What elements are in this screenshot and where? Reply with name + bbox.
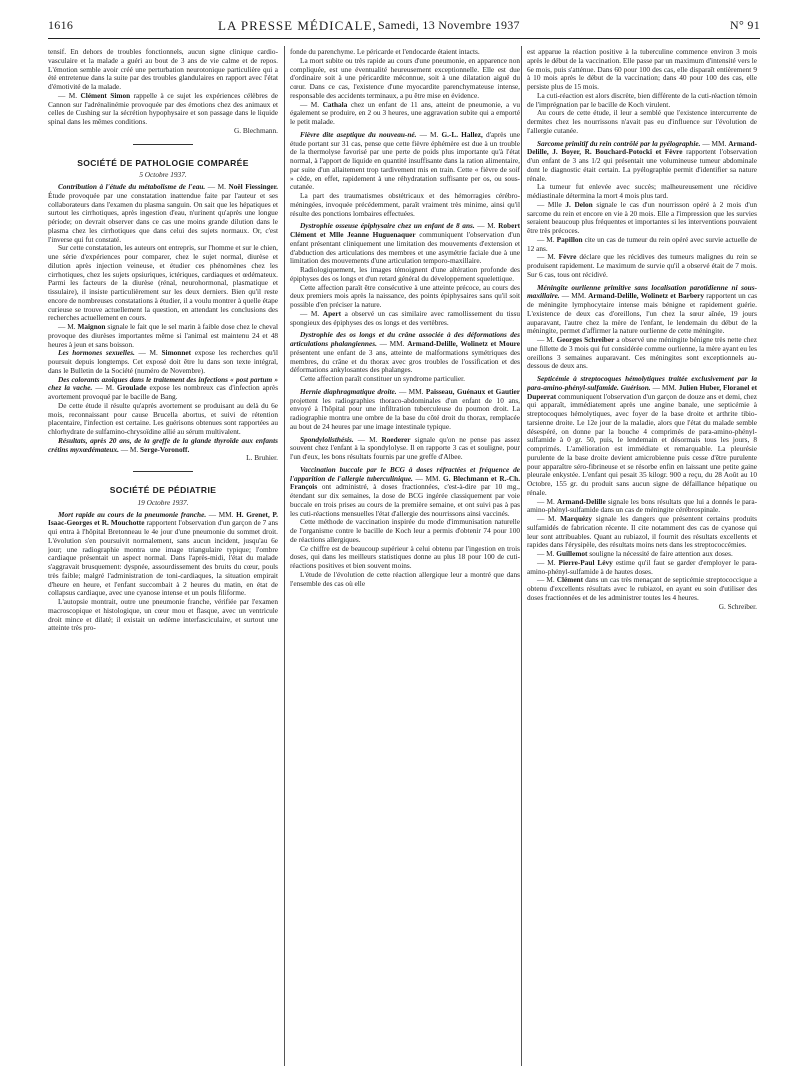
article: Sarcome primitif du rein contrôlé par la pyélographie. — MM. Armand-Delille, J. Boyer, R. Bouchard-Potocki et Fèvre rapportent l'observation d'un enfant de 3 ans 1/2 qui présentait une volumineuse tumeur abdominale dont le diagnostic était certain. La pyélographie permit d'identifier sa nature rénale. (527, 138, 757, 183)
paragraph: — M. Georges Schreiber a observé une méningite bénigne très nette chez une fillette de 3 mois qui fut considérée comme ourlienne, la mère ayant eu les oreillons 3 semaines auparavant. Ces méningites sont exceptionnels au-dessous de deux ans. (527, 335, 757, 371)
article: Fièvre dite aseptique du nouveau-né. — M. G.-L. Hallez, d'après une étude portant sur 31 cas, pense que cette fièvre éphémère est due à un trouble de la thermolyse favorisé par une perte de poids plus importante qu'à l'état normal, à l'apport de liquide en quantité insuffisante dans la ration alimentaire, par suite d'un allaitement trop tardivement mis en train. Cette « fièvre de soif » cède, en effet, rapidement à une réhydratation suffisante per os, ou sous-cutanée. (290, 129, 520, 192)
paragraph: De cette étude il résulte qu'après avortement se produisant au delà du 6e mois, reconnaissant pour cause Brucella abortus, et suivi de rétention placentaire, l'infection est certaine. Les guérisons obtenues sont rapportées au chlorhydrate de sulfamino-chrysoïdine allié au sérum multivalent. (48, 400, 278, 436)
author-name: Groulade (116, 383, 147, 393)
article-title: Vaccination buccale par le BCG à doses réfractées et fréquence de l'apparition de l'allergie tuberculinique. (290, 464, 520, 483)
paragraph: — M. Papillon cite un cas de tumeur du rein opéré avec survie actuelle de 12 ans. (527, 234, 757, 253)
section-heading: SOCIÉTÉ DE PATHOLOGIE COMPARÉE (77, 157, 249, 168)
article-title: Septicémie à streptocoques hémolytiques traitée exclusivement par la para-amino-phényl-sulfamide. Guérison. (527, 374, 757, 392)
article-title: Des colorants azoïques dans le traitement des infections « post partum » chez la vache. (48, 374, 278, 393)
paragraph: fonde du parenchyme. Le péricarde et l'endocarde étaient intacts. (290, 48, 480, 56)
column-left (48, 48, 278, 1068)
article: Vaccination buccale par le BCG à doses réfractées et fréquence de l'apparition de l'allergie tuberculinique. — MM. G. Blechmann et R.-Ch. François ont administré, à doses fractionnées, c'est-à-dire par 10 mg., étendant sur dix semaines, la dose de BCG ingérée classiquement par voie buccale en trois prises au cours de la première semaine, et ont suivi pas à pas les cuti-réactions mensuelles l'état d'allergie des nourrissons ainsi vaccinés. (290, 464, 520, 518)
paragraph: — M. Armand-Delille signale les bons résultats que lui a donnés le para-amino-phényl-sulfamide dans un cas de méningite cérébrospinale. (527, 496, 757, 515)
author-name: Maignon (77, 322, 106, 331)
author-name: Armand-Delille, J. Boyer, R. Bouchard-Potocki et Fèvre (527, 138, 757, 157)
column-right (527, 48, 757, 1068)
paragraph: Au cours de cette étude, il leur a semblé que l'existence intercurrente de dermites chez les nourrissons n'avait pas eu d'influence sur l'évolution de l'allergie cutanée. (527, 108, 757, 135)
article-title: Contribution à l'étude du métabolisme de l'eau. (58, 182, 206, 191)
running-head (48, 6, 760, 39)
article-title: Dystrophie osseuse épiphysaire chez un enfant de 8 ans. (300, 221, 475, 231)
author-name: Marquézy (560, 514, 593, 523)
article: Dystrophie des os longs et du crâne associée à des déformations des articulations phalangiennes. — MM. Armand-Delille, Wolinetz et Moure présentent une enfant de 3 ans, atteinte de malformations symétriques des membres, du crâne et du thorax avec gros troubles de l'ossification et des déformations ankylosantes des phalanges. (290, 330, 520, 375)
author-name: H. Grenet, P. Isaac-Georges et R. Mouchotte (48, 509, 278, 528)
paragraph: — M. Guillemot souligne la nécessité de faire attention aux doses. (537, 549, 733, 558)
column-rule (284, 46, 285, 1066)
article: Septicémie à streptocoques hémolytiques traitée exclusivement par la para-amino-phényl-sulfamide. Guérison. — MM. Julien Huber, Floranel et Duperrat communiquent l'observation d'un garçon de douze ans et demi, chez qui apparaît, immédiatement après une angine banale, une septicémie à streptocoques hémolytiques, avec foyer de la base droite et arthrite tibio-tarsienne droite. Le 12e jour de la maladie, alors que l'état du malade semble désespéré, on donne par la bouche 4 comprimés de para-amino-phényl-sulfamide à 0 gr. 50, puis, le lendemain et désormais tous les jours, 8 comprimés. L'amélioration est immédiate et remarquable. La pleurésie purulente de la base droite devient amicrobienne puis cesse d'être purulente pour apparaître séro-fibrineuse et se résorbe enfin en laissant une petite gaine pleurale enkystée. L'enfant qui pesait 35 kilogr. 900 a reçu, du 28 Août au 10 Octobre, 155 gr. du produit sans aucun signe de défaillance hépatique ou rénale. (527, 374, 757, 497)
page-number: 1616 (48, 18, 74, 32)
article-title: Mort rapide au cours de la pneumonie franche. (58, 509, 207, 519)
section-heading: SOCIÉTÉ DE PÉDIATRIE (109, 485, 217, 495)
author-name: Robert Clément et Mlle Jeanne Huguenaquer (290, 221, 520, 239)
article: Méningite ourlienne primitive sans localisation parotidienne ni sous-maxillaire. — MM. Armand-Delille, Wolinetz et Barbery rapportent un cas de méningite lymphocytaire intense mais bénigne et rapidement guérie. L'existence de deux cas d'oreillons, l'un chez la sœur aînée, 19 jours auparavant, l'autre chez la mère de l'enfant, le lendemain du début de la méningite, permet d'affirmer la nature ourlienne de cette méningite. (527, 282, 757, 336)
article-title: Dystrophie des os longs et du crâne associée à des déformations des articulations phalangiennes. (290, 330, 520, 348)
article-title: Hernie diaphragmatique droite. (300, 386, 397, 396)
paragraph: L'étude de l'évolution de cette réaction allergique leur a montré que dans l'ensemble des cas où elle (290, 569, 520, 588)
paragraph: — M. Apert a observé un cas similaire avec ramollissement du tissu spongieux des épiphyses des os longs et des vertèbres. (290, 308, 520, 327)
article: Hernie diaphragmatique droite. — MM. Paisseau, Guénaux et Gautier projettent les radiographies thoraco-abdominales d'un enfant de 10 ans, envoyé à l'hôpital pour une infiltration tuberculeuse du poumon droit. La radiographie montra une ombre de la base du côté droit du thorax, remplacée au bout de 24 heures par une image intestinale typique. (290, 386, 520, 431)
issue-date: Samedi, 13 Novembre 1937 (378, 18, 520, 32)
author-name: G. Blechmann et R.-Ch. François (290, 473, 520, 492)
paragraph: — M. Pierre-Paul Lévy estime qu'il faut se garder d'employer le para-amino-phényl-sulfamide à de hautes doses. (527, 557, 757, 576)
article: Mort rapide au cours de la pneumonie franche. — MM. H. Grenet, P. Isaac-Georges et R. Mouchotte rapportent l'observation d'un garçon de 7 ans qui entra à l'hôpital Bretonneau le 4e jour d'une pneumonie du sommet droit. L'évolution s'en poursuivit normalement, sans aucun incident, jusqu'au 6e jour; une radiographie montra une image triangulaire typique; l'ombre cardiaque présentait un aspect normal. Dans l'après-midi, l'état du malade s'aggravait brusquement: dyspnée, assourdissement des bruits du cœur, pouls très faible; malgré l'administration de toni-cardiaques, la situation empirait d'heure en heure, et l'enfant succombait à 2 heures du matin, en état de collapsus cardiaque, avec une cyanose intense et un pouls filiforme. (48, 509, 278, 598)
article-title: Méningite ourlienne primitive sans localisation parotidienne ni sous-maxillaire. (527, 282, 757, 301)
paragraph: Radiologiquement, les images témoignent d'une altération profonde des épiphyses des os longs et d'un retard général du développement squelettique. (290, 265, 520, 283)
paragraph: Ce chiffre est de beaucoup supérieur à celui obtenu par l'ingestion en trois doses, qui dans les meilleurs statistiques donne au plus 18 pour 100 de cuti-réactions positives et bien souvent moins. (290, 543, 520, 570)
signature: L. Bruhier. (246, 453, 278, 463)
column-middle (290, 48, 520, 1068)
article-title: Résultats, après 20 ans, de la greffe de la glande thyroïde aux enfants crétins myxœdémateux. (48, 435, 278, 454)
article: Contribution à l'étude du métabolisme de l'eau. — M. Noël Fiessinger. Étude provoquée par une constatation inattendue faite par l'auteur et ses collaborateurs dans l'examen du plasma sanguin. On sait que les hépatiques et surtout les cirrhotiques, après ingestion d'eau, n'urinent qu'après une longue période; on devrait observer dans ce cas une moins grande dilution dans le plasma chez les cirrhotiques que dans celui des sujets normaux. Or, c'est l'inverse qui fut constaté. (48, 182, 278, 244)
meeting-date: 5 Octobre 1937. (139, 170, 187, 180)
author-name: Paisseau, Guénaux et Gautier (425, 386, 520, 396)
paragraph: est apparue la réaction positive à la tuberculine commence environ 3 mois après le début de la vaccination. Elle passe par un maximum d'intensité vers le 6e mois, puis s'atténue. Dans 60 pour 100 des cas, elle disparaît entièrement 9 à 10 mois après le début de la vaccination; dans 40 pour 100 des cas, elle persiste plus de 15 mois. (527, 48, 757, 91)
author-name: Serge-Voronoff. (140, 444, 190, 454)
paragraph: La part des traumatismes obstétricaux et des hémorragies cérébro-méningées, invoquée précédemment, paraît vraiment très minime, ainsi qu'il résulte des ponctions lombaires effectuées. (290, 191, 520, 218)
paragraph: — M. Maignon signale le fait que le sel marin à faible dose chez le cheval provoque des diurèses importantes même si l'animal est maintenu 24 et 48 heures à jeun et sans boisson. (48, 322, 278, 349)
author-name: Cathala (322, 99, 348, 109)
article-title: Spondylolisthésis. (300, 434, 354, 444)
paragraph: La mort subite ou très rapide au cours d'une pneumonie, en apparence non compliquée, est une éventualité heureusement exceptionnelle. Elle est due d'ordinaire soit à une péricardite méconnue, soit à une dilatation aiguë du cœur. Dans ce cas, l'existence d'une myocardite parenchymateuse intense, responsable des accidents terminaux, a pu être mise en évidence. (290, 55, 520, 100)
paragraph: La cuti-réaction est alors discrète, bien différente de la cuti-réaction témoin de l'imprégnation par le bacille de Koch virulent. (527, 90, 757, 109)
author-name: Clément (556, 575, 584, 585)
paragraph: tensif. En dehors de troubles fonctionnels, aucun signe clinique cardio-vasculaire et la malade a guéri au bout de 3 ans de vie calme et de repos. L'émotion semble avoir créé une perturbation neurotonique particulière qui a été entretenue dans la suite par des troubles glandulaires en rapport avec l'état d'émotivité de la malade. (48, 48, 278, 91)
paragraph: Cette affection paraît constituer un syndrome particulier. (300, 374, 466, 383)
author-name: Clément Simon (80, 90, 131, 100)
author-name: Noël Fiessinger. (228, 182, 278, 191)
journal-title: LA PRESSE MÉDICALE, (218, 18, 377, 33)
issue-number: N° 91 (730, 18, 760, 32)
author-name: Georges Schreiber (556, 335, 615, 344)
article: Spondylolisthésis. — M. Roederer signale qu'on ne pense pas assez souvent chez l'enfant à la spondylolyse. Il en rapporte 3 cas et souligne, pour l'un d'eux, les bons résultats fournis par une greffe d'Albee. (290, 434, 520, 461)
author-name: Papillon (556, 234, 583, 244)
paragraph: — M. Clément Simon rappelle à ce sujet les expériences célèbres de Cannon sur l'adrénalinémie provoquée par des émotions chez des animaux et celles de Cushing sur la sécrétion hypophysaire et son passage dans le liquide spinal dans les mêmes conditions. (48, 90, 278, 126)
paragraph: — Mlle J. Delon signale le cas d'un nourrisson opéré à 2 mois d'un sarcome du rein et encore en vie à 20 mois. Elle a l'impression que les survies seraient beaucoup plus fréquentes et importantes si les interventions pouvaient être très précoces. (527, 199, 757, 235)
author-name: G.-L. Hallez, (441, 129, 483, 139)
article-title: Sarcome primitif du rein contrôlé par la pyélographie. (537, 138, 701, 148)
author-name: Julien Huber, Floranel et Duperrat (527, 382, 757, 401)
paragraph: — M. Clément dans un cas très menaçant de septicémie streptococcique a obtenu d'excellents résultats avec le rubiazol, en ayant eu soin d'utiliser des doses fractionnées et de les administrer toutes les 4 heures. (527, 575, 757, 602)
author-name: Armand-Delille, Wolinetz et Barbery (588, 291, 705, 301)
signature: G. Schreiber. (718, 601, 757, 611)
column-rule (521, 46, 522, 1066)
author-name: Armand-Delille, Wolinetz et Moure (407, 339, 520, 348)
author-name: J. Delon (565, 199, 593, 209)
article-title: Les hormones sexuelles. (58, 348, 135, 358)
article-title: Fièvre dite aseptique du nouveau-né. (300, 129, 417, 139)
author-name: Simonnet (161, 348, 192, 358)
author-name: Pierre-Paul Lévy (558, 557, 613, 567)
article: Les hormones sexuelles. — M. Simonnet expose les recherches qu'il poursuit depuis longtemps. Cet exposé doit être lu dans son texte intégral, dans le Bulletin de la Société (numéro de Novembre). (48, 348, 278, 375)
author-name: Apert (322, 308, 342, 318)
section-divider (133, 471, 193, 472)
signature: G. Blechmann. (234, 125, 278, 135)
article: Des colorants azoïques dans le traitement des infections « post partum » chez la vache. — M. Groulade expose les nombreux cas d'infection après avortement provoqué par le bacille de Bang. (48, 374, 278, 401)
author-name: Fèvre (558, 252, 577, 262)
author-name: Armand-Delille (557, 496, 606, 506)
paragraph: Cette méthode de vaccination inspirée du mode d'immunisation naturelle de l'organisme contre le bacille de Koch leur a permis d'obtenir 74 pour 100 de réactions allergiques. (290, 517, 520, 544)
paragraph: La tumeur fut enlevée avec succès; malheureusement une récidive médiastinale détermina la mort 4 mois plus tard. (527, 182, 757, 200)
paragraph: Cette affection paraît être consécutive à une atteinte précoce, au cours des deux premiers mois après la naissance, des points épiphysaires sans qu'il soit possible d'en préciser la nature. (290, 282, 520, 309)
article: Dystrophie osseuse épiphysaire chez un enfant de 8 ans. — M. Robert Clément et Mlle Jeanne Huguenaquer communiquent l'observation d'un enfant présentant cliniquement une limitation des mouvements d'extension et d'abduction des articulations des membres et une asymétrie faciale due à une limitation des mouvements d'une articulation temporo-maxillaire. (290, 221, 520, 266)
paragraph: Sur cette constatation, les auteurs ont entrepris, sur l'homme et sur le chien, une série d'expériences pour comparer, chez le sujet normal, diurèse et dilution après injection veineuse, et étudier ces phénomènes chez les cirrhotiques, chez les sujets opsiuriques, ictériques, cardiaques et œdémateux. Parmi les facteurs de la diurèse (rénal, neurohormonal, plasmatique et tissulaire), il insiste particulièrement sur les deux derniers. Bien qu'il reste encore de nombreuses constatations à étudier, il a voulu montrer à quelle étape curieuse se trouve actuellement la question, en attendant les conclusions des recherches actuellement en cours. (48, 243, 278, 323)
section-divider (133, 144, 193, 145)
article: Résultats, après 20 ans, de la greffe de la glande thyroïde aux enfants crétins myxœdémateux. — M. Serge-Voronoff. (48, 435, 278, 454)
author-name: Guillemot (556, 549, 588, 558)
paragraph: L'autopsie montrait, outre une pneumonie franche, vérifiée par l'examen macroscopique et histologique, un cœur mou et flasque, avec un ventricule droit mince et dilaté; il existait un œdème interfasciculaire, et surtout une atteinte très pro- (48, 597, 278, 633)
meeting-date: 19 Octobre 1937. (137, 497, 189, 507)
paragraph: — M. Marquézy signale les dangers que présentent certains produits sulfamidés de fabrication récente. Il cite notamment des cas de cyanose qui leur sont attribuables. Quant au rubiazol, il fournit des résultats excellents et rapides dans l'érysipèle, des résultats moins nets dans les streptococcémies. (527, 514, 757, 550)
author-name: Roederer (381, 434, 411, 444)
paragraph: — M. Fèvre déclare que les récidives des tumeurs malignes du rein se produisent rapidement. Le maximum de survie qu'il a observé était de 7 mois. Sur 6 cas, tous ont récidivé. (527, 252, 757, 279)
paragraph: — M. Cathala chez un enfant de 11 ans, atteint de pneumonie, a vu également se produire, en 2 ou 3 heures, une aggravation subite qui a emporté le petit malade. (290, 99, 520, 126)
